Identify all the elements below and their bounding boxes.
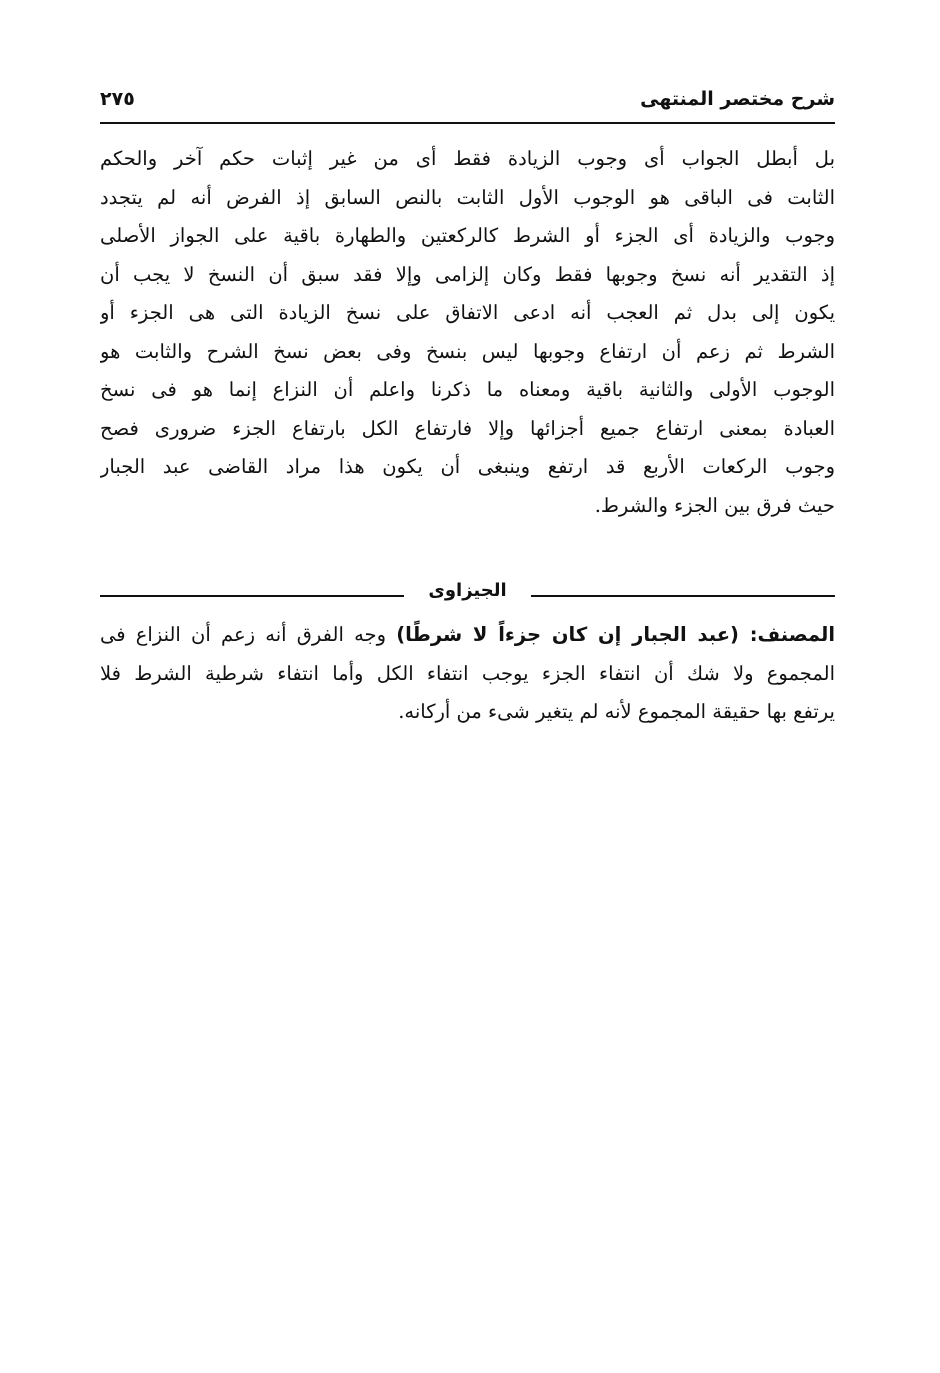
page-number: ٢٧٥	[100, 88, 135, 110]
text-line: الشرط ثم زعم أن ارتفاع وجوبها ليس بنسخ وفى بعض نسخ الشرح والثابت هو	[100, 339, 835, 363]
quoted-lemma: المصنف: (عبد الجبار إن كان جزءاً لا شرطًا)	[396, 623, 835, 646]
commentary-line: المجموع ولا شك أن انتفاء الجزء يوجب انتفاء الكل وأما انتفاء شرطية الشرط فلا	[100, 661, 835, 685]
page-header	[100, 84, 835, 124]
commentary-line: يرتفع بها حقيقة المجموع لأنه لم يتغير شىء من أركانه.	[398, 700, 835, 723]
text-line: إذ التقدير أنه نسخ وجوبها فقط وكان إلزامى وإلا فقد سبق أن النسخ لا يجب أن	[100, 262, 835, 286]
commentator-name: الجيزاوى	[428, 580, 507, 601]
commentary-line-rest: وجه الفرق أنه زعم أن النزاع فى	[100, 623, 397, 646]
text-line: يكون إلى بدل ثم العجب أنه ادعى الاتفاق على نسخ الزيادة التى هى الجزء أو	[100, 301, 835, 324]
divider-rule-left	[100, 595, 404, 597]
text-line: بل أبطل الجواب أى وجوب الزيادة فقط أى من غير إثبات حكم آخر والحكم	[100, 147, 835, 170]
commentary-line	[100, 616, 835, 655]
running-title: شرح مختصر المنتهى	[640, 88, 835, 110]
commentary-text	[100, 616, 835, 732]
text-line: وجوب الركعات الأربع قد ارتفع وينبغى أن يكون هذا مراد القاضى عبد الجبار	[100, 455, 835, 478]
text-line: الوجوب الأولى والثانية باقية ومعناه ما ذكرنا واعلم أن النزاع إنما هو فى نسخ	[100, 378, 835, 401]
text-line: العبادة بمعنى ارتفاع جميع أجزائها وإلا فارتفاع الكل بارتفاع الجزء ضرورى فصح	[100, 416, 835, 440]
text-line: الثابت فى الباقى هو الوجوب الأول الثابت بالنص السابق إذ الفرض أنه لم يتجدد	[100, 185, 835, 209]
section-divider	[100, 578, 835, 614]
main-text	[100, 140, 835, 525]
divider-rule-right	[531, 595, 835, 597]
text-line: وجوب والزيادة أى الجزء أو الشرط كالركعتين والطهارة باقية على الجواز الأصلى	[100, 224, 835, 247]
text-line: حيث فرق بين الجزء والشرط.	[594, 493, 835, 517]
